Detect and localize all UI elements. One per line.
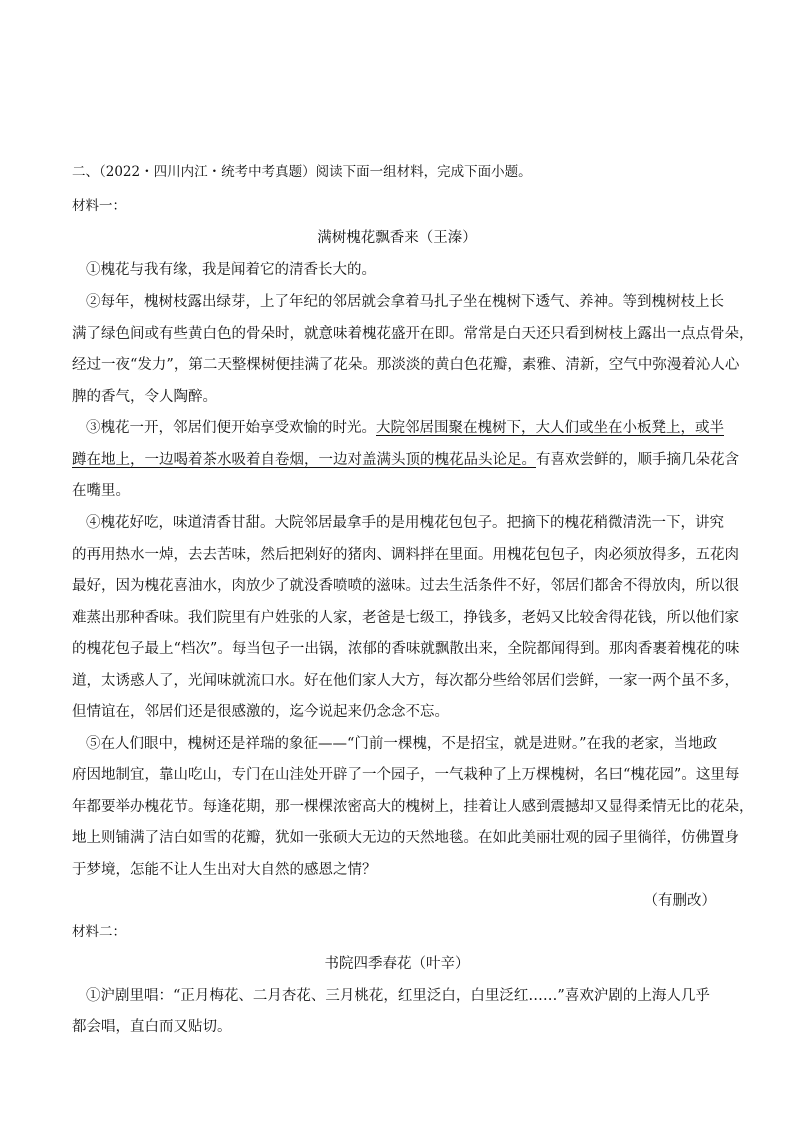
m1-paragraph-5-line-5: 于梦境，怎能不让人生出对大自然的感恩之情？ bbox=[72, 862, 377, 878]
m1-paragraph-2-line-3: 经过一夜“发力”，第二天整棵树便挂满了花朵。那淡淡的黄白色花瓣，素雅、清新，空气中弥漫着沁人心 bbox=[72, 357, 740, 373]
m1-paragraph-2-line-2: 满了绿色间或有些黄白色的骨朵时，就意味着槐花盛开在即。常常是白天还只看到树枝上露出一点点骨朵， bbox=[72, 326, 754, 342]
m1-paragraph-5-line-1: ⑤在人们眼中，槐树还是祥瑞的象征——“门前一棵槐，不是招宝，就是进财。”在我的老家，当地政 bbox=[86, 736, 718, 752]
m1-revision-note: （有删改） bbox=[643, 893, 716, 909]
m1-paragraph-4-line-7: 但情谊在，邻居们还是很感激的，迄今说起来仍念念不忘。 bbox=[72, 704, 449, 720]
material-2-title: 书院四季春花（叶辛） bbox=[324, 956, 470, 972]
material-2-label: 材料二： bbox=[72, 924, 126, 940]
m1-paragraph-5-line-2: 府因地制宜，靠山吃山，专门在山洼处开辟了一个园子，一气栽种了上万棵槐树，名曰“槐花园”。这里每 bbox=[72, 767, 740, 783]
m1-paragraph-5-line-4: 地上则铺满了洁白如雪的花瓣，犹如一张硕大无边的天然地毯。在如此美丽壮观的园子里徜徉，仿佛置身 bbox=[72, 830, 739, 846]
m1-p3-underlined-text: 大院邻居围聚在槐树下，大人们或坐在小板凳上，或半 bbox=[376, 420, 724, 436]
m1-paragraph-2-line-4: 脾的香气，令人陶醉。 bbox=[72, 389, 217, 405]
m1-paragraph-4-line-5: 的槐花包子最上“档次”。每当包子一出锅，浓郁的香味就飘散出来，全院都闻得到。那肉香裹着槐花的味 bbox=[72, 641, 740, 657]
m2-paragraph-1-line-1: ①沪剧里唱：“正月梅花、二月杏花、三月桃花，红里泛白，白里泛红……”喜欢沪剧的上海人几乎 bbox=[86, 988, 710, 1004]
m1-paragraph-3-line-1 bbox=[86, 421, 746, 436]
m2-paragraph-1-line-2: 都会唱，直白而又贴切。 bbox=[72, 1019, 232, 1035]
m1-paragraph-4-line-6: 道，太诱惑人了，光闻味就流口水。好在他们家人大方，每次都分些给邻居们尝鲜，一家一两个虽不多， bbox=[72, 673, 739, 689]
m1-p3-plain-text-2: 有喜欢尝鲜的，顺手摘几朵花含 bbox=[536, 452, 739, 468]
m1-paragraph-4-line-4: 难蒸出那种香味。我们院里有户姓张的人家，老爸是七级工，挣钱多，老妈又比较舍得花钱，所以他们家 bbox=[72, 610, 739, 626]
m1-paragraph-3-line-2 bbox=[72, 452, 739, 468]
m1-paragraph-5-line-3: 年都要举办槐花节。每逢花期，那一棵棵浓密高大的槐树上，挂着让人感到震撼却又显得柔情无比的花朵， bbox=[72, 799, 754, 815]
m1-paragraph-1: ①槐花与我有缘，我是闻着它的清香长大的。 bbox=[86, 262, 376, 278]
m1-paragraph-4-line-2: 的再用热水一焯，去去苦味，然后把剁好的猪肉、调料拌在里面。用槐花包包子，肉必须放得多，五花肉 bbox=[72, 547, 739, 563]
m1-paragraph-3-line-3: 在嘴里。 bbox=[72, 483, 130, 499]
material-1-label: 材料一： bbox=[72, 198, 126, 214]
m1-paragraph-2-line-1: ②每年，槐树枝露出绿芽，上了年纪的邻居就会拿着马扎子坐在槐树下透气、养神。等到槐树枝上长 bbox=[86, 294, 724, 310]
m1-paragraph-4-line-3: 最好，因为槐花喜油水，肉放少了就没香喷喷的滋味。过去生活条件不好，邻居们都舍不得放肉，所以很 bbox=[72, 578, 739, 594]
m1-p3-plain-text: ③槐花一开，邻居们便开始享受欢愉的时光。 bbox=[86, 420, 376, 436]
m1-paragraph-4-line-1: ④槐花好吃，味道清香甘甜。大院邻居最拿手的是用槐花包包子。把摘下的槐花稍微清洗一下，讲究 bbox=[86, 515, 724, 531]
m1-p3-underlined-text-2: 蹲在地上，一边喝着茶水吸着自卷烟，一边对盖满头顶的槐花品头论足。 bbox=[72, 452, 536, 468]
material-1-title: 满树槐花飘香来（王溱） bbox=[317, 230, 477, 246]
question-header: 二、（2022・四川内江・统考中考真题）阅读下面一组材料，完成下面小题。 bbox=[72, 164, 532, 180]
